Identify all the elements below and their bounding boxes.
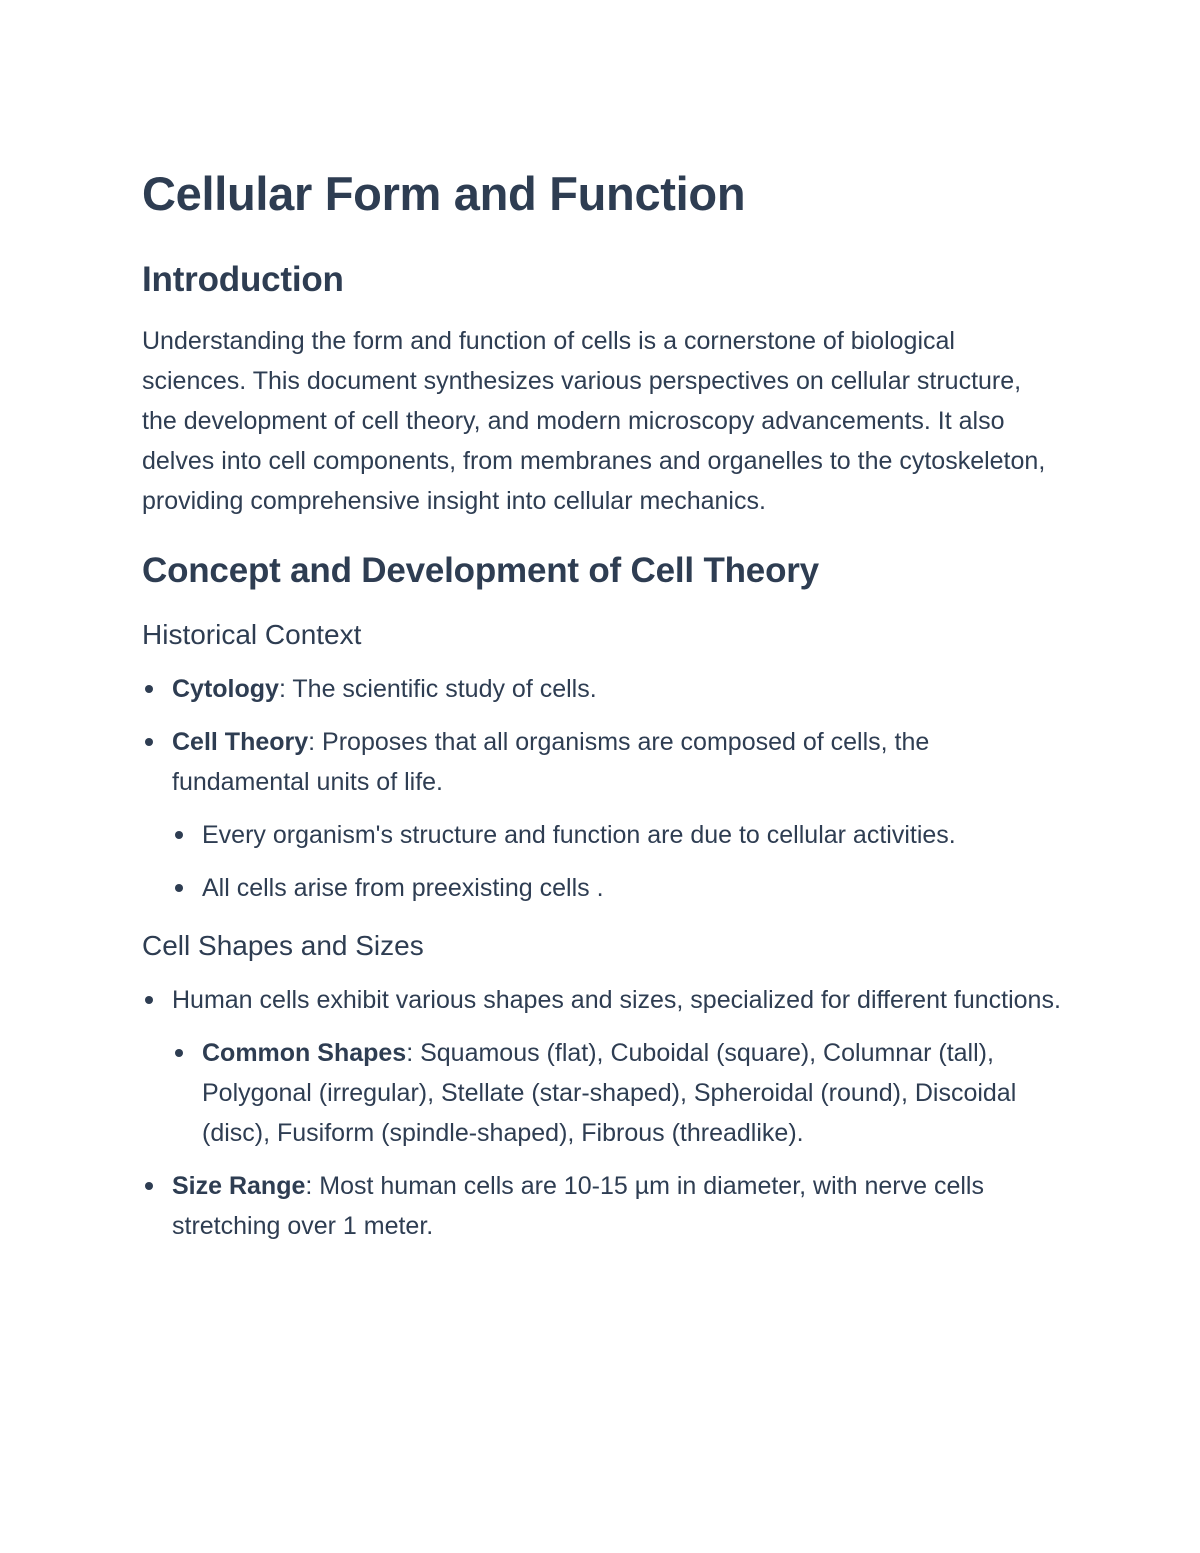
cell-shapes-list [142,980,1062,1246]
list-item: All cells arise from preexisting cells . [172,868,1062,908]
cell-shapes-heading: Cell Shapes and Sizes [142,930,424,961]
cell-theory-definition: : Proposes that all organisms are composed of cells, the fundamental units of life. [172,728,930,796]
list-item [172,1033,1062,1153]
cell-theory-term: Cell Theory [172,728,309,756]
historical-context-list [142,669,1062,908]
list-item [142,1166,1062,1246]
introduction-heading: Introduction [142,260,344,299]
common-shapes-term: Common Shapes [202,1039,407,1067]
document-page [142,162,1062,1259]
cell-shapes-intro: Human cells exhibit various shapes and sizes, specialized for different functions. [172,986,1061,1014]
cell-shapes-sublist [172,1033,1062,1153]
cell-theory-heading: Concept and Development of Cell Theory [142,551,819,590]
cytology-definition: : The scientific study of cells. [278,675,597,703]
introduction-paragraph: Understanding the form and function of cells is a cornerstone of biological sciences. This document synthesizes various perspectives on cellular structure, the development of cell theory, and modern microscopy advancements. It also delves into cell components, from membranes and organelles to the cytoskeleton, providing comprehensive insight into cellular mechanics. [142,327,1046,515]
cell-theory-sublist [172,815,1062,908]
size-range-term: Size Range [172,1172,306,1200]
list-item [142,669,1062,709]
list-item [142,722,1062,908]
historical-context-heading: Historical Context [142,619,362,650]
list-item [142,980,1062,1153]
list-item: Every organism's structure and function are due to cellular activities. [172,815,1062,855]
size-range-text: : Most human cells are 10-15 µm in diameter, with nerve cells stretching over 1 meter. [172,1172,984,1240]
document-title: Cellular Form and Function [142,167,746,220]
cytology-term: Cytology [172,675,279,703]
common-shapes-text: : Squamous (flat), Cuboidal (square), Columnar (tall), Polygonal (irregular), Stellate (star-shaped), Spheroidal (round), Discoidal (disc), Fusiform (spindle-shaped), Fibrous (threadlike). [202,1039,1017,1147]
